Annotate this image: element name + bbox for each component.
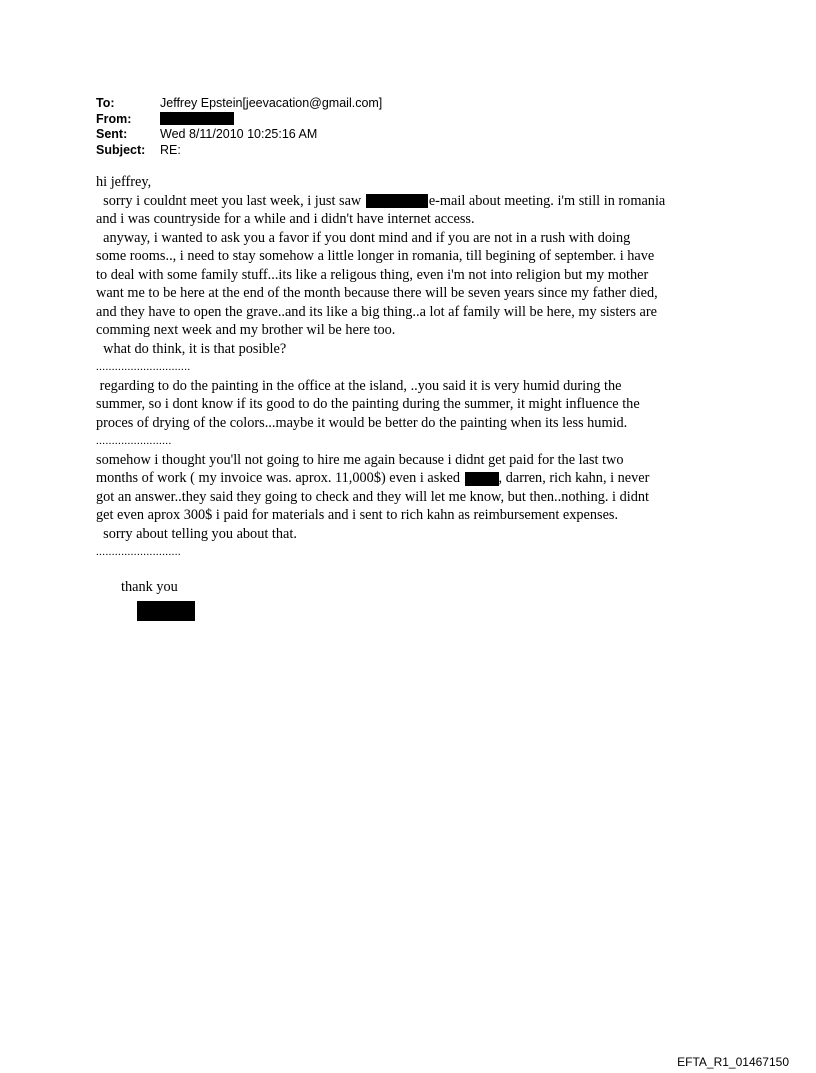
body-line: comming next week and my brother wil be here too.	[96, 322, 396, 338]
email-header	[96, 96, 382, 158]
body-line: got an answer..they said they going to check and they will let me know, but then..nothing. i didnt	[96, 488, 649, 505]
to-label: To:	[96, 96, 115, 110]
separator: ..............................	[96, 361, 191, 373]
body-line: summer, so i dont know if its good to do the painting during the summer, it might influence the	[96, 396, 640, 412]
subject-value: RE:	[160, 142, 181, 157]
subject-row	[96, 143, 382, 159]
name-redaction	[366, 194, 428, 208]
email-body	[96, 173, 736, 562]
body-line: proces of drying of the colors...maybe it would be better do the painting when its less humid.	[96, 414, 628, 431]
body-line: to deal with some family stuff...its like a religous thing, even i'm not into religion but my mother	[96, 266, 649, 283]
body-line: want me to be here at the end of the month because there will be seven years since my father died,	[96, 285, 658, 301]
body-text-segment: months of work ( my invoice was. aprox. 11,000$) even i asked	[96, 470, 460, 486]
body-line: sorry about telling you about that.	[96, 525, 297, 542]
separator: ........................	[96, 435, 172, 447]
body-line: get even aprox 300$ i paid for materials and i sent to rich kahn as reimbursement expenses.	[96, 507, 619, 523]
from-redaction	[160, 112, 234, 125]
body-line: somehow i thought you'll not going to hire me again because i didnt get paid for the last two	[96, 451, 624, 468]
signature-redaction	[137, 601, 195, 621]
from-row	[96, 112, 382, 128]
body-line: and they have to open the grave..and its like a big thing..a lot af family will be here, my sisters are	[96, 303, 657, 320]
sent-row	[96, 127, 382, 143]
sent-label: Sent:	[96, 127, 128, 141]
subject-label: Subject:	[96, 142, 146, 157]
signoff: thank you	[121, 579, 178, 595]
document-id: EFTA_R1_01467150	[677, 1055, 789, 1069]
sent-value: Wed 8/11/2010 10:25:16 AM	[160, 127, 318, 141]
body-line: and i was countryside for a while and i didn't have internet access.	[96, 211, 475, 227]
to-value: Jeffrey Epstein[jeevacation@gmail.com]	[160, 96, 383, 110]
body-line: anyway, i wanted to ask you a favor if you dont mind and if you are not in a rush with doing	[96, 229, 631, 246]
body-line: what do think, it is that posible?	[96, 340, 287, 357]
separator: ...........................	[96, 546, 182, 558]
body-line	[96, 469, 736, 488]
body-line	[96, 192, 736, 211]
body-text-segment: , darren, rich kahn, i never	[498, 470, 650, 486]
greeting: hi jeffrey,	[96, 174, 152, 190]
body-text-segment: sorry i couldnt meet you last week, i just saw	[96, 192, 362, 209]
body-line: some rooms.., i need to stay somehow a little longer in romania, till begining of september. i have	[96, 248, 655, 264]
from-label: From:	[96, 111, 132, 126]
body-line: regarding to do the painting in the office at the island, ..you said it is very humid during the	[96, 377, 622, 394]
body-text-segment: e-mail about meeting. i'm still in romania	[428, 192, 666, 209]
to-row	[96, 96, 382, 112]
name-redaction	[465, 472, 499, 486]
